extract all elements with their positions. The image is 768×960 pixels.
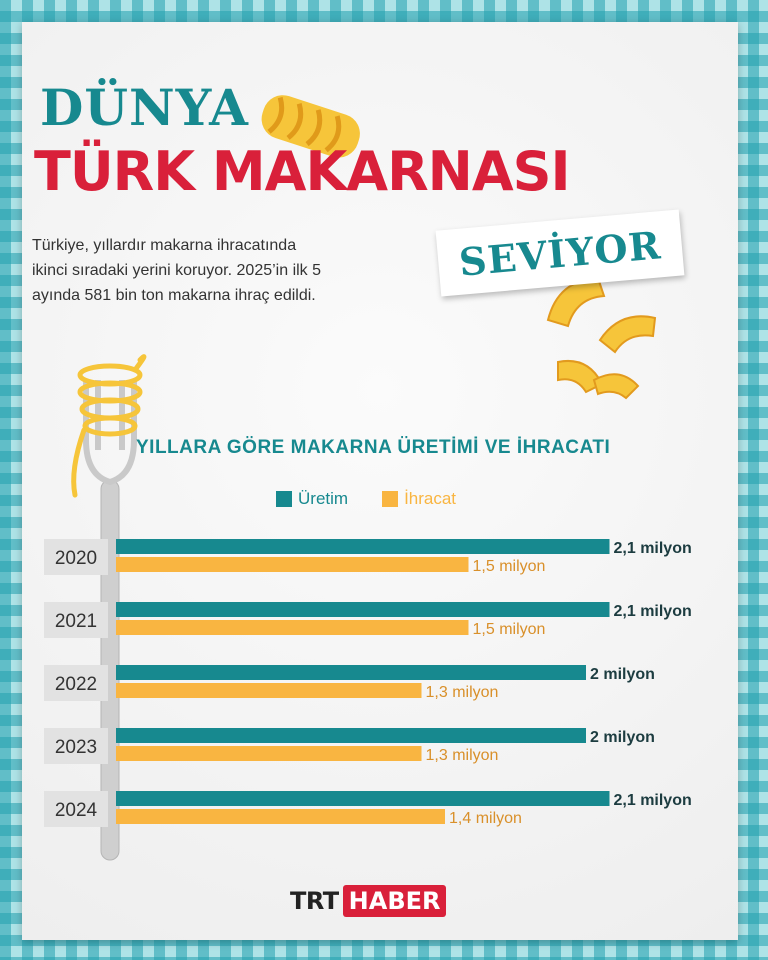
bar-production (116, 791, 610, 806)
year-label: 2023 (54, 737, 98, 758)
bar-export (116, 557, 469, 572)
data-label-production: 2,1 milyon (613, 540, 692, 557)
data-label-production: 2 milyon (590, 666, 655, 683)
trt-haber-logo (290, 884, 446, 918)
logo-haber-text: HABER (343, 885, 447, 917)
bar-production (116, 539, 610, 554)
year-label: 2022 (54, 674, 98, 695)
data-label-production: 2,1 milyon (613, 792, 692, 809)
data-label-export: 1,4 milyon (449, 810, 522, 827)
data-label-production: 2 milyon (590, 729, 655, 746)
data-label-export: 1,5 milyon (472, 558, 546, 575)
bar-export (116, 620, 469, 635)
title-line-1: DÜNYA (40, 78, 249, 137)
legend-label-production: Üretim (298, 489, 349, 508)
bar-export (116, 683, 422, 698)
logo-trt-text: TRT (290, 887, 339, 915)
data-label-export: 1,3 milyon (425, 747, 499, 764)
legend-label-export: İhracat (404, 489, 457, 508)
data-label-production: 2,1 milyon (613, 603, 692, 620)
bar-production (116, 728, 586, 743)
year-label: 2024 (54, 800, 98, 821)
intro-line: ayında 581 bin ton makarna ihraç edildi. (32, 287, 316, 304)
bar-export (116, 746, 422, 761)
bar-production (116, 602, 610, 617)
data-label-export: 1,5 milyon (472, 621, 546, 638)
title-line-2: TÜRK MAKARNASI (34, 140, 570, 203)
year-label: 2020 (54, 548, 98, 569)
intro-line: Türkiye, yıllardır makarna ihracatında (32, 237, 297, 254)
title-stamp: SEVİYOR (436, 209, 685, 296)
data-label-export: 1,3 milyon (425, 684, 499, 701)
chart-title: YILLARA GÖRE MAKARNA ÜRETİMİ VE İHRACATI (136, 437, 611, 458)
bar-export (116, 809, 445, 824)
bar-production (116, 665, 586, 680)
year-label: 2021 (54, 611, 98, 632)
intro-line: ikinci sıradaki yerini koruyor. 2025’in ilk 5 (32, 262, 322, 279)
